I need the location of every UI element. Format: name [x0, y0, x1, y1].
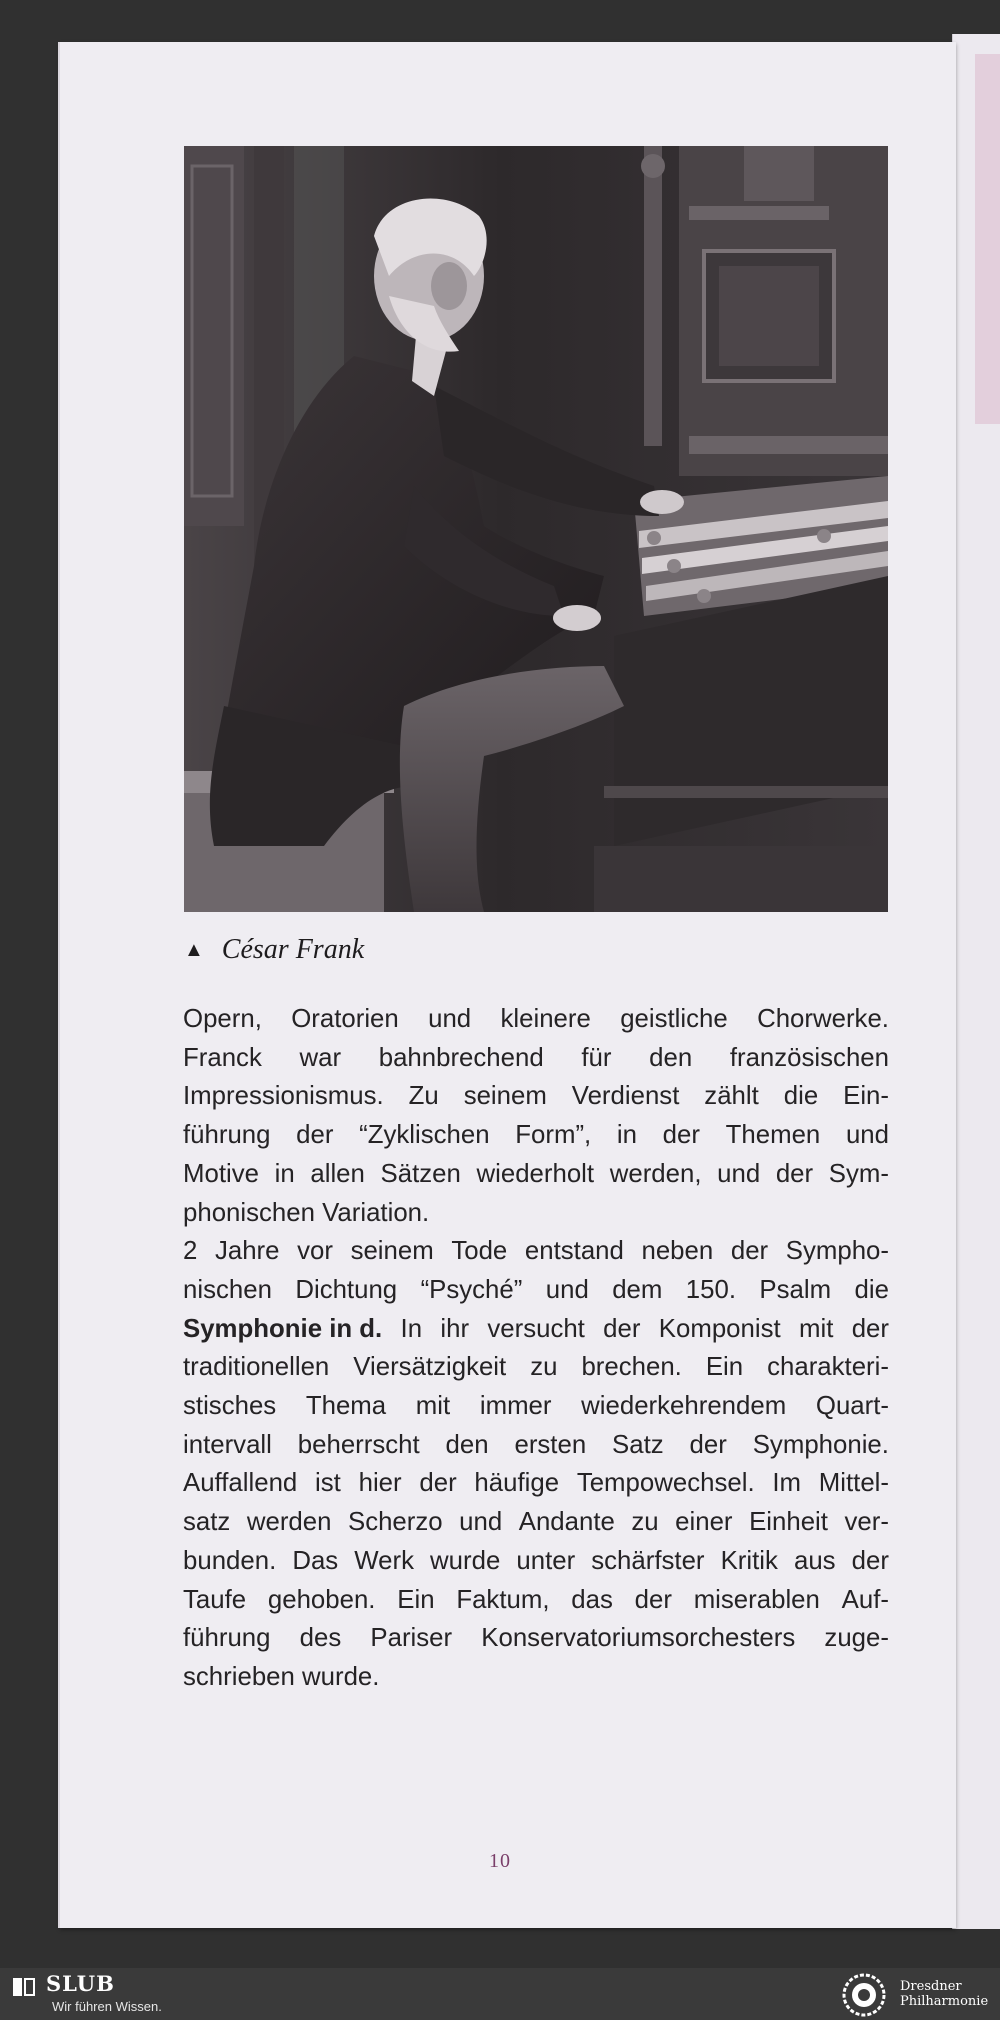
- word: kleinere: [500, 1005, 591, 1033]
- word: werden,: [609, 1159, 702, 1188]
- text-line: [183, 1464, 889, 1503]
- text-line: [183, 1155, 889, 1194]
- word: Themen: [725, 1121, 821, 1150]
- word: werden: [246, 1508, 332, 1537]
- word: häufige: [474, 1469, 560, 1498]
- word: Sätzen: [380, 1159, 461, 1188]
- text-line: [183, 1387, 889, 1426]
- word: Symphonie.: [752, 1430, 889, 1459]
- text-line: [183, 1000, 889, 1039]
- word: für: [581, 1043, 612, 1072]
- text-line: [183, 1194, 889, 1233]
- word: der: [851, 1314, 889, 1343]
- word: miserablen: [693, 1585, 820, 1614]
- word: und: [845, 1121, 889, 1150]
- word: entstand: [524, 1237, 624, 1266]
- slub-slogan: Wir führen Wissen.: [52, 1999, 162, 2014]
- word: allen: [310, 1159, 365, 1188]
- word: war: [299, 1043, 342, 1072]
- word: bunden.: [183, 1546, 277, 1575]
- word: Jahre: [214, 1237, 280, 1266]
- word: Pariser: [370, 1624, 453, 1653]
- word: “Zyklischen: [359, 1121, 490, 1150]
- word: und: [717, 1159, 761, 1188]
- word: Zu: [408, 1082, 439, 1111]
- word: und: [428, 1005, 472, 1033]
- word: In: [400, 1314, 423, 1343]
- word: Taufe: [183, 1585, 247, 1614]
- word: das: [571, 1585, 613, 1614]
- organist-engraving: [184, 146, 888, 912]
- photo-caption: [184, 930, 364, 970]
- text-line: [183, 1039, 889, 1078]
- text-line: [183, 1503, 889, 1542]
- caption-marker-icon: ▲: [184, 938, 204, 961]
- word: Konservatoriumsorchesters: [481, 1624, 796, 1653]
- word: ihr: [440, 1314, 470, 1343]
- word: schrieben wurde.: [183, 1662, 380, 1691]
- word: schärfster: [591, 1546, 705, 1575]
- word: charakteri-: [767, 1353, 889, 1382]
- dresdner-philharmonie-name: Dresdner Philharmonie: [900, 1979, 989, 2009]
- word: Sympho-: [785, 1237, 889, 1266]
- text-line: [183, 1542, 889, 1581]
- word: brechen.: [581, 1353, 682, 1382]
- word: in: [616, 1121, 637, 1150]
- word: der: [775, 1159, 814, 1188]
- word: satz: [183, 1508, 231, 1537]
- word: der: [730, 1237, 769, 1266]
- text-line: [183, 1310, 889, 1349]
- word: Dichtung: [295, 1275, 398, 1304]
- page-number: 10: [489, 1850, 511, 1872]
- word: aus: [793, 1546, 836, 1575]
- slub-logo-icon: [12, 1975, 36, 1999]
- word: Mittel-: [818, 1469, 889, 1498]
- word: zu: [631, 1508, 659, 1537]
- word: unter: [516, 1546, 576, 1575]
- word: der: [296, 1121, 334, 1150]
- word: und: [459, 1508, 503, 1537]
- caption-text: César Frank: [221, 934, 365, 965]
- word: Opern,: [183, 1005, 262, 1033]
- word: ist: [315, 1469, 341, 1498]
- word: Franck: [183, 1043, 262, 1072]
- word: zu: [530, 1353, 558, 1382]
- word: ersten: [514, 1430, 587, 1459]
- word: phonischen Variation.: [183, 1198, 430, 1227]
- word: der: [662, 1121, 700, 1150]
- word: Das: [292, 1546, 339, 1575]
- word: 2: [183, 1237, 198, 1266]
- photo-cesar-franck-at-organ: [184, 146, 888, 912]
- text-line: [183, 1116, 889, 1155]
- word: dem: [612, 1275, 663, 1304]
- word: führung: [183, 1624, 271, 1653]
- word: Satz: [612, 1430, 664, 1459]
- word: 150.: [685, 1275, 737, 1304]
- word: geistliche: [620, 1005, 728, 1033]
- text-line: [183, 1658, 889, 1697]
- word: in: [274, 1159, 295, 1188]
- text-line: [183, 1426, 889, 1465]
- word: Oratorien: [291, 1005, 399, 1033]
- next-page-edge: [952, 34, 1000, 1929]
- word: zuge-: [824, 1624, 889, 1653]
- word: zählt: [704, 1082, 759, 1111]
- word: Einheit: [749, 1508, 828, 1537]
- footer-bar: [0, 1968, 1000, 2020]
- word: Tode: [451, 1237, 508, 1266]
- word: mit: [415, 1392, 451, 1421]
- text-line: [183, 1077, 889, 1116]
- word: Auf-: [841, 1585, 889, 1614]
- word: traditionellen: [183, 1353, 330, 1382]
- word: Tempowechsel.: [576, 1469, 755, 1498]
- word: Verdienst: [571, 1082, 680, 1111]
- word: immer: [479, 1392, 552, 1421]
- word: ver-: [844, 1508, 889, 1537]
- word: Werk: [354, 1546, 414, 1575]
- word: der: [419, 1469, 457, 1498]
- slub-name: SLUB: [46, 1971, 115, 1996]
- word: Ein: [705, 1353, 744, 1382]
- word: der: [603, 1314, 641, 1343]
- word: Quart-: [815, 1392, 889, 1421]
- text-line: [183, 1232, 889, 1271]
- word: versucht: [487, 1314, 585, 1343]
- word: gehoben.: [267, 1585, 376, 1614]
- word: hier: [358, 1469, 402, 1498]
- word: Impressionismus.: [183, 1082, 384, 1111]
- word: Kritik: [720, 1546, 778, 1575]
- word: wiederkehrendem: [581, 1392, 787, 1421]
- word: die: [783, 1082, 819, 1111]
- word: des: [299, 1624, 342, 1653]
- word: einer: [675, 1508, 733, 1537]
- word: Im: [772, 1469, 802, 1498]
- word: stisches: [183, 1392, 277, 1421]
- bold-work-title: Symphonie in d.: [183, 1314, 383, 1343]
- word: intervall: [183, 1430, 272, 1459]
- word: den: [649, 1043, 693, 1072]
- word: Faktum,: [456, 1585, 550, 1614]
- word: wurde: [430, 1546, 501, 1575]
- word: der: [851, 1546, 889, 1575]
- dresdner-philharmonie-logo-icon: [842, 1973, 886, 2017]
- word: Motive: [183, 1159, 259, 1188]
- word: Auffallend: [183, 1469, 298, 1498]
- word: führung: [183, 1121, 271, 1150]
- word: der: [634, 1585, 672, 1614]
- word: Form”,: [515, 1121, 592, 1150]
- word: und: [545, 1275, 589, 1304]
- word: die: [854, 1275, 889, 1304]
- word: Ein: [397, 1585, 435, 1614]
- word: Ein-: [843, 1082, 889, 1111]
- word: Andante: [518, 1508, 615, 1537]
- word: den: [445, 1430, 489, 1459]
- next-page-color-strip: [975, 54, 1000, 424]
- text-line: [183, 1271, 889, 1310]
- word: Komponist: [658, 1314, 781, 1343]
- word: bahnbrechend: [378, 1043, 544, 1072]
- word: nischen: [183, 1275, 272, 1304]
- word: beherrscht: [297, 1430, 420, 1459]
- word: wiederholt: [476, 1159, 595, 1188]
- word: der: [689, 1430, 727, 1459]
- word: vor: [297, 1237, 333, 1266]
- word: Viersätzigkeit: [353, 1353, 507, 1382]
- word: Chorwerke.: [757, 1005, 889, 1033]
- text-line: [183, 1348, 889, 1387]
- word: Scherzo: [347, 1508, 443, 1537]
- text-line: [183, 1619, 889, 1658]
- word: neben: [641, 1237, 714, 1266]
- word: französischen: [729, 1043, 889, 1072]
- text-line: [183, 1581, 889, 1620]
- word: Sym-: [828, 1159, 889, 1188]
- body-paragraph: [183, 1000, 889, 1697]
- word: Psalm: [759, 1275, 832, 1304]
- word: mit: [798, 1314, 834, 1343]
- word: Thema: [305, 1392, 387, 1421]
- word: seinem: [350, 1237, 434, 1266]
- word: “Psyché”: [420, 1275, 523, 1304]
- word: seinem: [463, 1082, 547, 1111]
